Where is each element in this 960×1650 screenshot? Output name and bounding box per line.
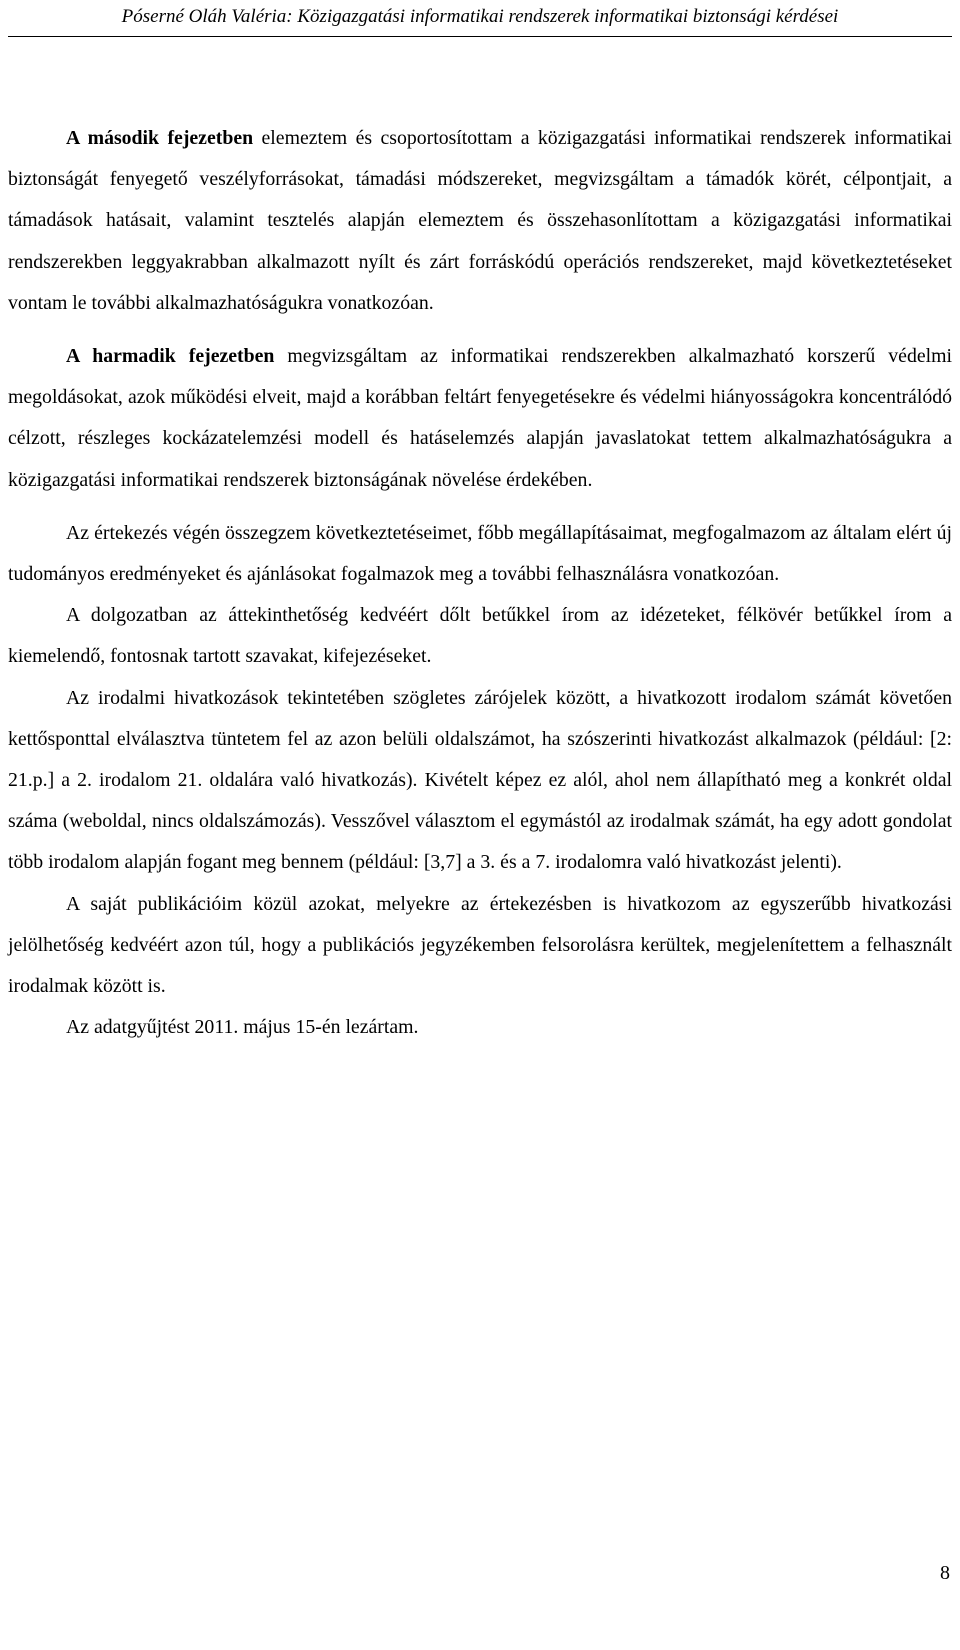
body-text: [8, 118, 952, 1048]
paragraph-chapter-two: [8, 118, 952, 324]
chapter-three-text: megvizsgáltam az informatikai rendszerekben alkalmazható korszerű védelmi megoldásokat, azok működési elveit, majd a korábban feltárt fenyegetésekre és védelmi hiányosságokra koncentrálódó célzott, részleges kockázatelemzési modell és hatáselemzés alapján javaslatokat tettem alkalmazhatóságukra a közigazgatási informatikai rendszerek biztonságának növelése érdekében.: [8, 345, 952, 491]
chapter-three-lead: A harmadik fejezetben: [66, 345, 275, 368]
running-header: Póserné Oláh Valéria: Közigazgatási informatikai rendszerek informatikai biztonsági kérdései: [121, 6, 839, 27]
page-number: 8: [940, 1562, 950, 1584]
chapter-two-text: elemeztem és csoportosítottam a közigazgatási informatikai rendszerek informatikai biztonságát fenyegető veszélyforrásokat, támadási módszereket, megvizsgáltam a támadók körét, célpontjait, a támadások hatásait, valamint tesztelés alapján elemeztem és összehasonlítottam a közigazgatási informatikai rendszerekben leggyakrabban alkalmazott nyílt és zárt forráskódú operációs rendszereket, majd következtetéseket vontam le további alkalmazhatóságukra vonatkozóan.: [8, 127, 952, 314]
paragraph-formatting: A dolgozatban az áttekinthetőség kedvéért dőlt betűkkel írom az idézeteket, félkövér betűkkel írom a kiemelendő, fontosnak tartott szavakat, kifejezéseket.: [8, 604, 952, 668]
chapter-two-lead: A második fejezetben: [66, 127, 254, 149]
paragraph-data-closure: Az adatgyűjtést 2011. május 15-én lezártam.: [66, 1016, 419, 1039]
paragraph-own-publications: A saját publikációim közül azokat, melyekre az értekezésben is hivatkozom az egyszerűbb hivatkozási jelölhetőség kedvéért azon túl, hogy a publikációs jegyzékemben felsorolásra kerültek, megjelenítettem a felhasznált irodalmak között is.: [8, 892, 952, 998]
paragraph-references: Az irodalmi hivatkozások tekintetében szögletes zárójelek között, a hivatkozott irodalom számát követően kettősponttal elválasztva tüntetem fel az azon belüli oldalszámot, ha szószerinti hivatkozást alkalmazok (például: [2: 21.p.] a 2. irodalom 21. oldalára való hivatkozás). Kivételt képez ez alól, ahol nem állapítható meg a konkrét oldal száma (weboldal, nincs oldalszámozás). Vesszővel választom el egymástól az irodalmak számát, ha egy adott gondolat több irodalom alapján fogant meg bennem (például: [3,7] a 3. és a 7. irodalomra való hivatkozást jelenti).: [8, 686, 952, 874]
header-divider: [8, 36, 952, 37]
paragraph-summary: Az értekezés végén összegzem következtetéseimet, főbb megállapításaimat, megfogalmazom az általam elért új tudományos eredményeket és ajánlásokat fogalmazok meg a további felhasználásra vonatkozóan.: [8, 521, 952, 586]
paragraph-chapter-three: [8, 336, 952, 501]
